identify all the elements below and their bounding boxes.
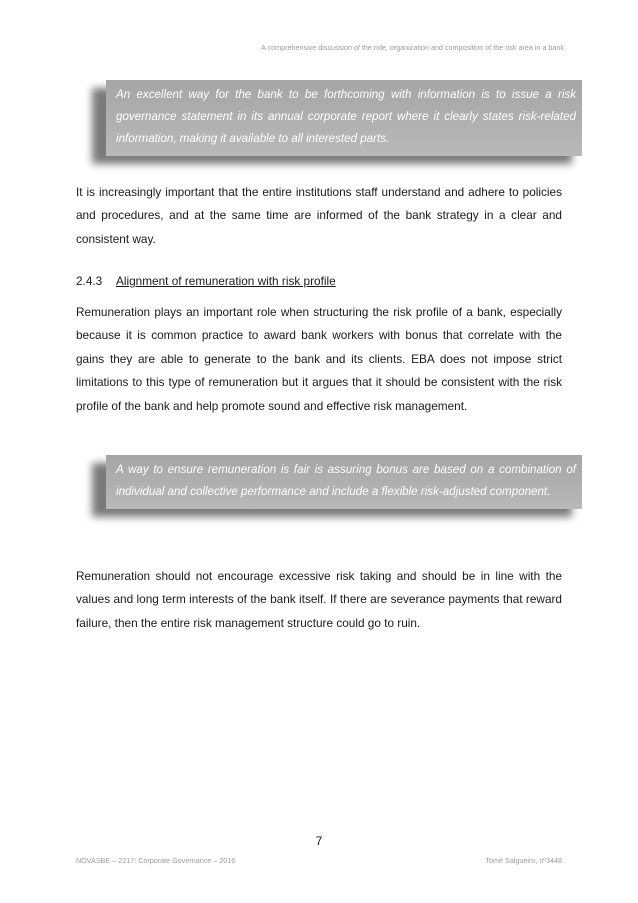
footer-course: NOVASBE – 2217: Corporate Governance – 2016 bbox=[76, 856, 236, 865]
section-title: Alignment of remuneration with risk profile bbox=[116, 274, 336, 288]
footer-author: Tomé Salgueiro, nº3448 bbox=[485, 856, 562, 865]
paragraph-excessive-risk: Remuneration should not encourage excessive risk taking and should be in line with the values and long term interests of the bank itself. If there are severance payments that reward failure, then the entire risk management structure could go to ruin. bbox=[76, 569, 562, 630]
paragraph-staff-policies: It is increasingly important that the entire institutions staff understand and adhere to policies and procedures, and at the same time are informed of the bank strategy in a clear and consistent way. bbox=[76, 185, 562, 246]
callout-text: An excellent way for the bank to be forthcoming with information is to issue a risk governance statement in its annual corporate report where it clearly states risk-related information, making it available to all interested parts. bbox=[106, 80, 582, 156]
section-heading bbox=[76, 272, 336, 290]
callout-box-remuneration bbox=[92, 455, 582, 509]
section-number: 2.4.3 bbox=[76, 274, 103, 288]
callout-text: A way to ensure remuneration is fair is assuring bonus are based on a combination of individual and collective performance and include a flexible risk-adjusted component. bbox=[106, 455, 582, 509]
callout-box-risk-governance bbox=[92, 80, 582, 156]
paragraph-remuneration: Remuneration plays an important role when structuring the risk profile of a bank, especially because it is common practice to award bank workers with bonus that correlate with the gains they are able to generate to the bank and its clients. EBA does not impose strict limitations to this type of remuneration but it argues that it should be consistent with the risk profile of the bank and help promote sound and effective risk management. bbox=[76, 305, 562, 413]
page-number: 7 bbox=[315, 834, 323, 848]
running-header: A comprehensive discussion of the role, organization and composition of the risk area in a bank bbox=[261, 43, 564, 52]
